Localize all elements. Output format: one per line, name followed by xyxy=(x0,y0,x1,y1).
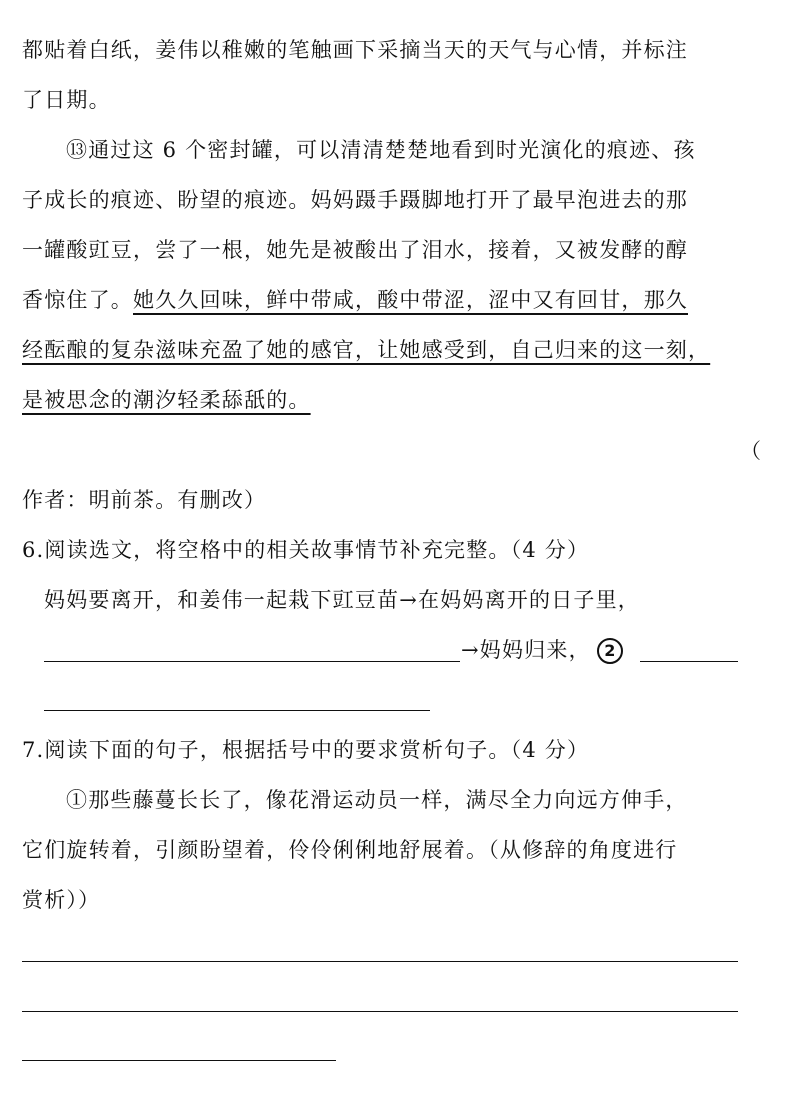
answer-line-7c[interactable] xyxy=(22,1060,336,1061)
answer-blank-6c[interactable] xyxy=(44,710,430,711)
answer-blank-6a[interactable] xyxy=(44,661,460,662)
passage-line-3: ⑬通过这 6 个密封罐，可以清清楚楚地看到时光演化的痕迹、孩 xyxy=(66,138,696,162)
answer-line-7a[interactable] xyxy=(22,961,738,962)
question-6-mid xyxy=(461,635,627,665)
question-6-title: 6.阅读选文，将空格中的相关故事情节补充完整。（4 分） xyxy=(22,538,590,562)
question-7-line-3: 赏析）） xyxy=(22,888,101,912)
passage-line-6 xyxy=(22,285,688,315)
circled-number-2: 2 xyxy=(597,638,623,664)
passage-underlined-sentence-middle: 经酝酿的复杂滋味充盈了她的感官，让她感受到，自己归来的这一刻， xyxy=(22,338,711,362)
question-6-line-1: 妈妈要离开，和姜伟一起栽下豇豆苗→在妈妈离开的日子里， xyxy=(44,588,640,612)
question-6-mid-text: →妈妈归来， xyxy=(461,638,591,662)
question-7-title: 7.阅读下面的句子，根据括号中的要求赏析句子。（4 分） xyxy=(22,738,590,762)
passage-line-1: 都贴着白纸，姜伟以稚嫩的笔触画下采摘当天的天气与心情，并标注 xyxy=(22,38,688,62)
question-7-line-1: ①那些藤蔓长长了，像花滑运动员一样，满尽全力向远方伸手， xyxy=(66,788,688,812)
answer-line-7b[interactable] xyxy=(22,1011,738,1012)
passage-line-5: 一罐酸豇豆，尝了一根，她先是被酸出了泪水，接着，又被发酵的醇 xyxy=(22,238,688,262)
passage-line-4: 子成长的痕迹、盼望的痕迹。妈妈蹑手蹑脚地打开了最早泡进去的那 xyxy=(22,188,688,212)
question-7-line-2: 它们旋转着，引颜盼望着，伶伶俐俐地舒展着。（从修辞的角度进行 xyxy=(22,838,678,862)
source-open-paren: （ xyxy=(740,439,763,463)
source-attribution: 作者：明前茶。有删改） xyxy=(22,488,267,512)
passage-underlined-sentence-end: 是被思念的潮汐轻柔舔舐的。 xyxy=(22,388,311,412)
passage-line-2: 了日期。 xyxy=(22,88,111,112)
passage-line-6-plain: 香惊住了。 xyxy=(22,288,133,312)
answer-blank-6b[interactable] xyxy=(640,661,738,662)
passage-underlined-sentence-start: 她久久回味，鲜中带咸，酸中带涩，涩中又有回甘，那久 xyxy=(133,288,688,312)
